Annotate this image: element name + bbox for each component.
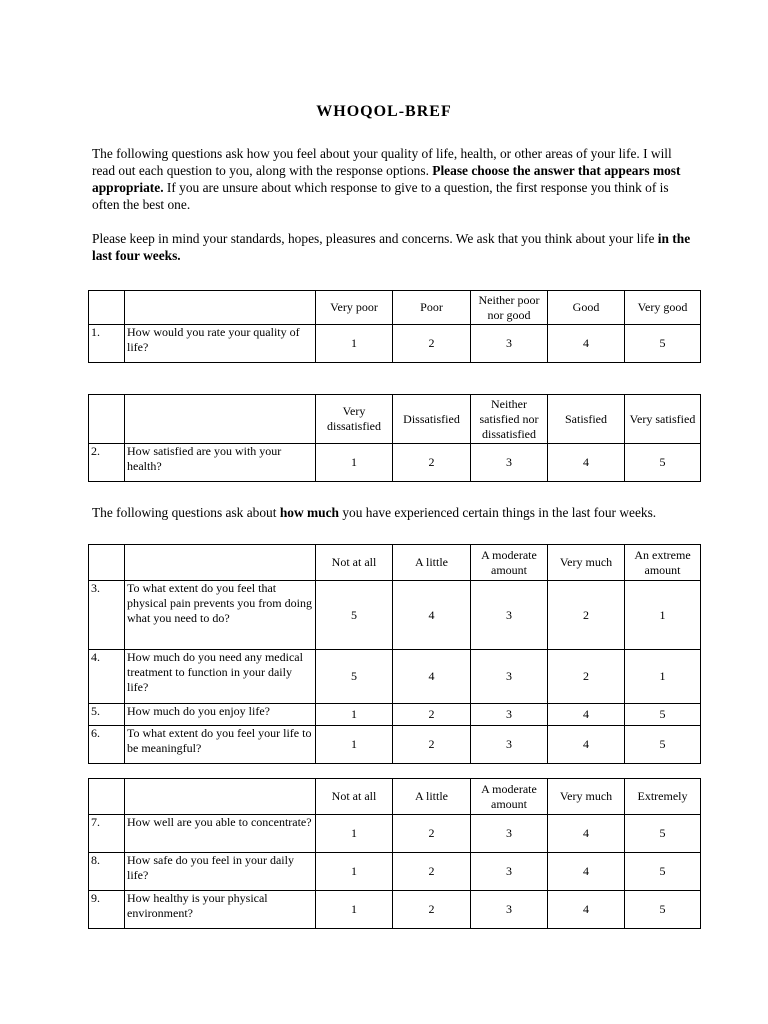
response-option[interactable]: 1: [625, 650, 701, 704]
response-option[interactable]: 2: [393, 444, 471, 482]
response-option[interactable]: 1: [316, 853, 393, 891]
question-text: How much do you enjoy life?: [125, 704, 316, 726]
response-header: Very much: [548, 779, 625, 815]
question-table-3: [88, 544, 701, 764]
question-number: 3.: [89, 581, 125, 650]
response-option[interactable]: 3: [471, 581, 548, 650]
response-option[interactable]: 4: [548, 325, 625, 363]
header-blank-cell: [89, 291, 125, 325]
response-option[interactable]: 1: [316, 815, 393, 853]
response-option[interactable]: 3: [471, 815, 548, 853]
response-option[interactable]: 5: [625, 704, 701, 726]
response-option[interactable]: 4: [393, 650, 471, 704]
response-option[interactable]: 2: [393, 325, 471, 363]
response-option[interactable]: 2: [393, 704, 471, 726]
section-note-text: The following questions ask about: [92, 505, 280, 520]
response-option[interactable]: 2: [393, 815, 471, 853]
response-header: Neither satisfied nor dissatisfied: [471, 395, 548, 444]
question-row: [89, 704, 701, 726]
timeframe-paragraph: [92, 230, 692, 264]
question-table-4: [88, 778, 701, 929]
header-blank-cell: [125, 779, 316, 815]
intro-emphasis: Please choose the answer that appears most appropriate.: [92, 163, 681, 195]
question-text: How much do you need any medical treatment to function in your daily life?: [125, 650, 316, 704]
response-option[interactable]: 3: [471, 853, 548, 891]
response-option[interactable]: 3: [471, 444, 548, 482]
question-table-2: [88, 394, 701, 482]
question-text: How would you rate your quality of life?: [125, 325, 316, 363]
question-row: [89, 726, 701, 764]
response-option[interactable]: 4: [548, 726, 625, 764]
response-option[interactable]: 4: [548, 444, 625, 482]
response-header: A little: [393, 779, 471, 815]
response-header: Satisfied: [548, 395, 625, 444]
response-option[interactable]: 4: [548, 704, 625, 726]
header-blank-cell: [89, 395, 125, 444]
question-number: 7.: [89, 815, 125, 853]
intro-paragraph: [92, 145, 692, 213]
response-header: Extremely: [625, 779, 701, 815]
header-row: [89, 291, 701, 325]
response-option[interactable]: 5: [625, 726, 701, 764]
response-header: Not at all: [316, 779, 393, 815]
response-option[interactable]: 3: [471, 891, 548, 929]
question-row: [89, 650, 701, 704]
section-note: [92, 504, 692, 521]
section-note-text-continued: you have experienced certain things in the last four weeks.: [338, 505, 657, 520]
response-option[interactable]: 5: [316, 581, 393, 650]
response-option[interactable]: 5: [625, 325, 701, 363]
question-text: How well are you able to concentrate?: [125, 815, 316, 853]
response-option[interactable]: 3: [471, 325, 548, 363]
question-row: [89, 444, 701, 482]
question-text: How satisfied are you with your health?: [125, 444, 316, 482]
question-text: To what extent do you feel your life to be meaningful?: [125, 726, 316, 764]
response-option[interactable]: 1: [625, 581, 701, 650]
response-option[interactable]: 1: [316, 444, 393, 482]
response-header: Very much: [548, 545, 625, 581]
question-number: 9.: [89, 891, 125, 929]
question-row: [89, 891, 701, 929]
question-number: 8.: [89, 853, 125, 891]
response-option[interactable]: 5: [625, 853, 701, 891]
question-row: [89, 815, 701, 853]
question-row: [89, 325, 701, 363]
question-number: 1.: [89, 325, 125, 363]
response-option[interactable]: 4: [548, 815, 625, 853]
response-header: Dissatisfied: [393, 395, 471, 444]
response-header: A little: [393, 545, 471, 581]
question-number: 6.: [89, 726, 125, 764]
response-header: Poor: [393, 291, 471, 325]
intro-text-continued: If you are unsure about which response to give to a question, the first response you think of is often the best one.: [92, 180, 669, 212]
intro-text: The following questions ask how you feel about your quality of life, health, or other areas of your life. I will read out each question to you, along with the response options.: [92, 146, 672, 178]
section-note-emphasis: how much: [279, 505, 339, 520]
response-option[interactable]: 2: [393, 726, 471, 764]
response-option[interactable]: 1: [316, 726, 393, 764]
response-option[interactable]: 4: [548, 891, 625, 929]
response-option[interactable]: 3: [471, 650, 548, 704]
response-option[interactable]: 3: [471, 704, 548, 726]
header-row: [89, 779, 701, 815]
timeframe-text: Please keep in mind your standards, hopes, pleasures and concerns. We ask that you think about your life: [92, 231, 658, 246]
header-blank-cell: [89, 545, 125, 581]
response-option[interactable]: 2: [548, 581, 625, 650]
question-text: How healthy is your physical environment?: [125, 891, 316, 929]
response-header: Very good: [625, 291, 701, 325]
header-row: [89, 395, 701, 444]
question-table-1: [88, 290, 701, 363]
question-row: [89, 853, 701, 891]
question-number: 5.: [89, 704, 125, 726]
response-header: Not at all: [316, 545, 393, 581]
response-header: An extreme amount: [625, 545, 701, 581]
header-blank-cell: [125, 395, 316, 444]
response-header: A moderate amount: [471, 545, 548, 581]
header-blank-cell: [125, 291, 316, 325]
response-header: Very satisfied: [625, 395, 701, 444]
response-option[interactable]: 5: [625, 815, 701, 853]
response-option[interactable]: 2: [548, 650, 625, 704]
response-option[interactable]: 2: [393, 891, 471, 929]
header-blank-cell: [89, 779, 125, 815]
response-option[interactable]: 4: [548, 853, 625, 891]
response-option[interactable]: 5: [625, 891, 701, 929]
response-option[interactable]: 3: [471, 726, 548, 764]
question-text: How safe do you feel in your daily life?: [125, 853, 316, 891]
response-option[interactable]: 1: [316, 891, 393, 929]
header-row: [89, 545, 701, 581]
response-option[interactable]: 4: [393, 581, 471, 650]
response-option[interactable]: 5: [316, 650, 393, 704]
response-header: A moderate amount: [471, 779, 548, 815]
question-row: [89, 581, 701, 650]
question-number: 4.: [89, 650, 125, 704]
response-header: Good: [548, 291, 625, 325]
response-option[interactable]: 1: [316, 704, 393, 726]
timeframe-emphasis: in the last four weeks.: [92, 231, 691, 263]
response-option[interactable]: 1: [316, 325, 393, 363]
response-header: Very poor: [316, 291, 393, 325]
response-option[interactable]: 2: [393, 853, 471, 891]
response-option[interactable]: 5: [625, 444, 701, 482]
question-number: 2.: [89, 444, 125, 482]
header-blank-cell: [125, 545, 316, 581]
document-title: WHOQOL-BREF: [316, 103, 452, 120]
question-text: To what extent do you feel that physical pain prevents you from doing what you need to do?: [125, 581, 316, 650]
response-header: Very dissatisfied: [316, 395, 393, 444]
response-header: Neither poor nor good: [471, 291, 548, 325]
